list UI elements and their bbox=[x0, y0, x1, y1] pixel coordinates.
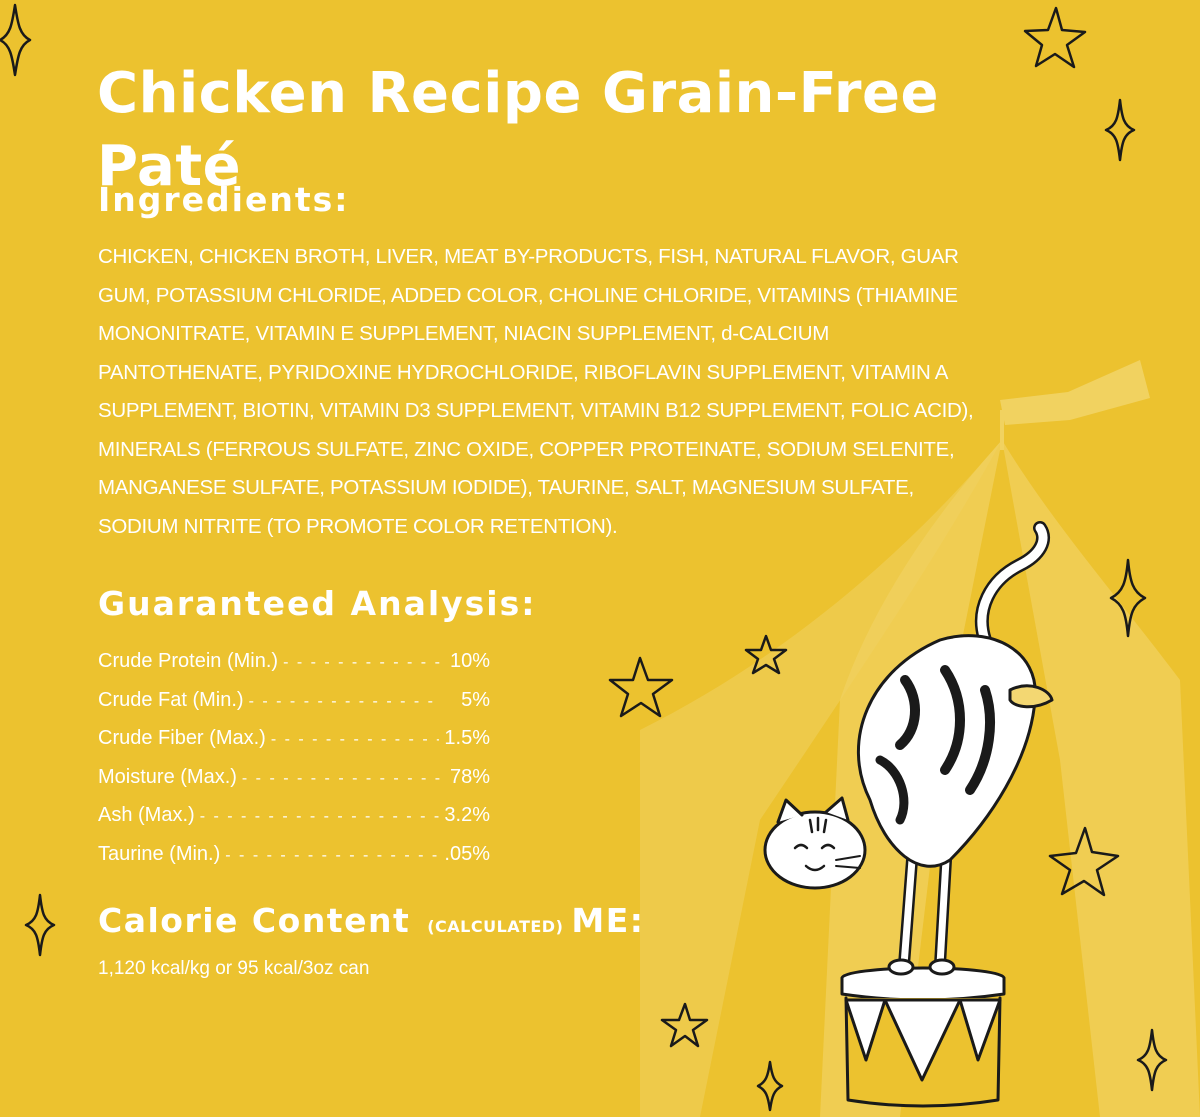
analysis-value: 3.2% bbox=[444, 804, 490, 826]
analysis-row-crude-fat bbox=[98, 681, 490, 720]
analysis-value: 78% bbox=[449, 765, 490, 788]
analysis-row-taurine bbox=[98, 835, 490, 874]
analysis-label: Taurine (Min.) bbox=[98, 842, 221, 865]
calorie-suffix: ME: bbox=[571, 901, 645, 940]
analysis-row-ash bbox=[98, 796, 490, 835]
analysis-label: Ash (Max.) bbox=[98, 804, 195, 826]
leader-dots bbox=[271, 721, 440, 760]
analysis-row-crude-fiber bbox=[98, 719, 490, 758]
analysis-row-moisture bbox=[98, 758, 490, 797]
leader-dots bbox=[283, 644, 441, 683]
analysis-row-crude-protein bbox=[98, 642, 490, 681]
sparkle-icon bbox=[758, 1062, 782, 1110]
calorie-heading-text: Calorie Content bbox=[98, 901, 411, 940]
analysis-label: Crude Fiber (Max.) bbox=[98, 727, 266, 749]
sparkle-icon bbox=[0, 5, 30, 75]
analysis-label: Crude Fat (Min.) bbox=[98, 688, 244, 711]
calorie-content-heading bbox=[98, 900, 644, 943]
analysis-label: Crude Protein (Min.) bbox=[98, 650, 279, 672]
guaranteed-analysis-heading: Guaranteed Analysis: bbox=[98, 584, 537, 623]
analysis-value: 5% bbox=[461, 688, 490, 711]
analysis-value: 10% bbox=[449, 650, 490, 672]
ingredients-heading: Ingredients: bbox=[98, 180, 350, 219]
ingredients-list: CHICKEN, CHICKEN BROTH, LIVER, MEAT BY-PRODUCTS, FISH, NATURAL FLAVOR, GUAR GUM, POTASSIUM CHLORIDE, ADDED COLOR, CHOLINE CHLORIDE, VITAMINS (THIAMINE MONONITRATE, VITAMIN E SUPPLEMENT, NIACIN SUPPLEMENT, d-CALCIUM PANTOTHENATE, PYRIDOXINE HYDROCHLORIDE, RIBOFLAVIN SUPPLEMENT, VITAMIN A SUPPLEMENT, BIOTIN, VITAMIN D3 SUPPLEMENT, VITAMIN B12 SUPPLEMENT, FOLIC ACID), MINERALS (FERROUS SULFATE, ZINC OXIDE, COPPER PROTEINATE, SODIUM SELENITE, MANGANESE SULFATE, POTASSIUM IODIDE), TAURINE, SALT, MAGNESIUM SULFATE, SODIUM NITRITE (TO PROMOTE COLOR RETENTION). bbox=[98, 245, 974, 538]
star-icon bbox=[610, 658, 672, 716]
calorie-qualifier: (CALCULATED) bbox=[427, 917, 564, 936]
analysis-value: 1.5% bbox=[444, 727, 490, 749]
guaranteed-analysis-table bbox=[98, 642, 490, 873]
calorie-content-value: 1,120 kcal/kg or 95 kcal/3oz can bbox=[98, 958, 370, 979]
circus-pedestal bbox=[842, 968, 1004, 1106]
leader-dots bbox=[225, 837, 439, 876]
leader-dots bbox=[242, 760, 441, 799]
analysis-value: .05% bbox=[444, 842, 490, 865]
page-title: Chicken Recipe Grain-Free Paté bbox=[97, 61, 939, 199]
leader-dots bbox=[200, 798, 440, 837]
leader-dots bbox=[249, 683, 441, 722]
analysis-label: Moisture (Max.) bbox=[98, 765, 237, 788]
sparkle-icon bbox=[26, 895, 54, 955]
sparkle-icon bbox=[1106, 100, 1134, 160]
